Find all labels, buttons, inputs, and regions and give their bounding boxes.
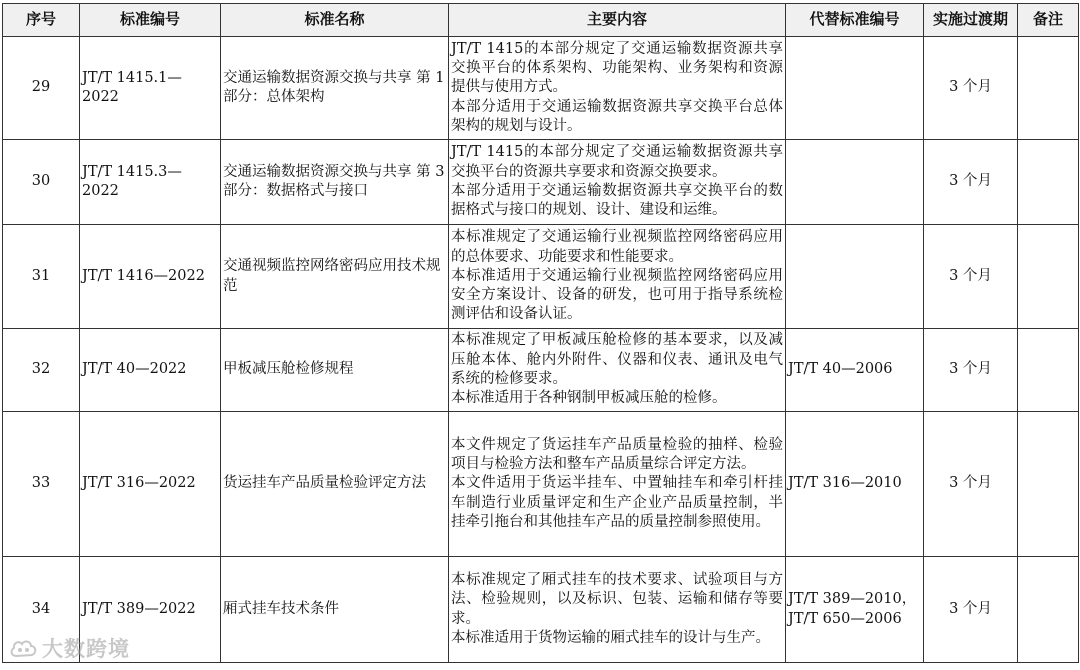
row-remark (1018, 412, 1079, 557)
row-name: 货运挂车产品质量检验评定方法 (221, 412, 449, 557)
table-row (3, 37, 1079, 140)
row-replaced (786, 37, 924, 140)
header-remark: 备注 (1018, 4, 1079, 37)
row-no: 31 (3, 225, 80, 329)
row-name: 厢式挂车技术条件 (221, 557, 449, 663)
row-code: JT/T 389—2022 (80, 557, 221, 663)
row-content (449, 37, 786, 140)
row-replaced (786, 329, 924, 412)
content-paragraph: 本标准适用于交通运输行业视频监控网络密码应用安全方案设计、设备的研发，也可用于指导系统检测评估和设备认证。 (451, 267, 783, 323)
content-paragraph: 本标准规定了交通运输行业视频监控网络密码应用的总体要求、功能要求和性能要求。 (451, 229, 783, 265)
row-period: 3 个月 (924, 412, 1018, 557)
row-name: 甲板减压舱检修规程 (221, 329, 449, 412)
table-row (3, 225, 1079, 329)
row-no: 29 (3, 37, 80, 140)
row-name: 交通运输数据资源交换与共享 第 3 部分：数据格式与接口 (221, 140, 449, 225)
content-paragraph: 本标准规定了厢式挂车的技术要求、试验项目与方法、检验规则，以及标识、包装、运输和储存等要求。 (451, 571, 783, 627)
content-paragraph: 本文件适用于货运半挂车、中置轴挂车和牵引杆挂车制造行业质量评定和生产企业产品质量控制，半挂牵引拖台和其他挂车产品的质量控制参照使用。 (451, 475, 783, 530)
table-row (3, 557, 1079, 663)
row-replaced (786, 140, 924, 225)
row-remark (1018, 225, 1079, 329)
watermark (8, 633, 130, 663)
row-content (449, 329, 786, 412)
row-period: 3 个月 (924, 37, 1018, 140)
row-content (449, 557, 786, 663)
content-paragraph: 本文件规定了货运挂车产品质量检验的抽样、检验项目与检验方法和整车产品质量综合评定方法。 (451, 436, 783, 473)
header-no: 序号 (3, 4, 80, 37)
row-code: JT/T 1415.1—2022 (80, 37, 221, 140)
row-name: 交通运输数据资源交换与共享 第 1 部分：总体架构 (221, 37, 449, 140)
content-paragraph: 本部分适用于交通运输数据资源共享交换平台的数据格式与接口的规划、设计、建设和运维。 (451, 183, 783, 219)
row-code: JT/T 1416—2022 (80, 225, 221, 329)
row-code: JT/T 1415.3—2022 (80, 140, 221, 225)
cloud-logo-icon (8, 636, 38, 660)
header-content: 主要内容 (449, 4, 786, 37)
row-no: 34 (3, 557, 80, 663)
watermark-text: 大数跨境 (42, 637, 130, 661)
row-code: JT/T 316—2022 (80, 412, 221, 557)
row-name: 交通视频监控网络密码应用技术规范 (221, 225, 449, 329)
replaced-code: JT/T 650—2006 (788, 610, 902, 627)
table-row (3, 412, 1079, 557)
row-replaced (786, 557, 924, 663)
row-period: 3 个月 (924, 140, 1018, 225)
replaced-code: JT/T 389—2010， (788, 591, 917, 608)
content-paragraph: 本标准适用于各种钢制甲板减压舱的检修。 (451, 390, 727, 407)
header-period: 实施过渡期 (924, 4, 1018, 37)
content-paragraph: JT/T 1415的本部分规定了交通运输数据资源共享交换平台的体系架构、功能架构、业务架构和资源提供与使用方式。 (451, 40, 783, 96)
content-paragraph: JT/T 1415的本部分规定了交通运输数据资源共享交换平台的资源共享要求和资源交换要求。 (451, 144, 783, 180)
content-paragraph: 本标准规定了甲板减压舱检修的基本要求，以及减压舱本体、舱内外附件、仪器和仪表、通讯及电气系统的检修要求。 (451, 332, 783, 387)
standards-table (2, 3, 1079, 663)
header-row (3, 4, 1079, 37)
row-period: 3 个月 (924, 225, 1018, 329)
replaced-code: JT/T 40—2006 (788, 361, 893, 378)
row-period: 3 个月 (924, 557, 1018, 663)
row-remark (1018, 557, 1079, 663)
table-row (3, 329, 1079, 412)
row-content (449, 225, 786, 329)
table-row (3, 140, 1079, 225)
row-remark (1018, 37, 1079, 140)
row-no: 33 (3, 412, 80, 557)
row-content (449, 140, 786, 225)
row-no: 30 (3, 140, 80, 225)
replaced-code: JT/T 316—2010 (788, 475, 902, 492)
row-content (449, 412, 786, 557)
row-no: 32 (3, 329, 80, 412)
row-replaced (786, 225, 924, 329)
content-paragraph: 本标准适用于货物运输的厢式挂车的设计与生产。 (451, 629, 770, 646)
row-remark (1018, 329, 1079, 412)
header-replaced: 代替标准编号 (786, 4, 924, 37)
row-replaced (786, 412, 924, 557)
content-paragraph: 本部分适用于交通运输数据资源共享交换平台总体架构的规划与设计。 (451, 98, 783, 134)
row-period: 3 个月 (924, 329, 1018, 412)
header-code: 标准编号 (80, 4, 221, 37)
row-code: JT/T 40—2022 (80, 329, 221, 412)
header-name: 标准名称 (221, 4, 449, 37)
row-remark (1018, 140, 1079, 225)
